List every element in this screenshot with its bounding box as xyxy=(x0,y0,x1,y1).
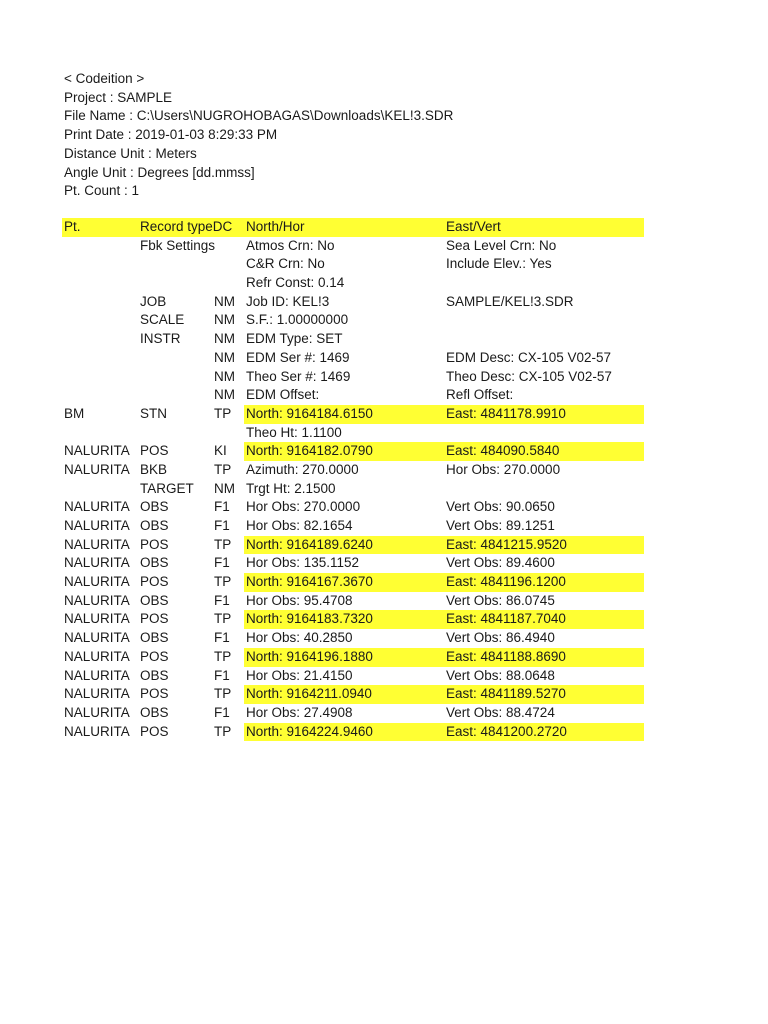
dc-code-cell: TP xyxy=(214,574,232,590)
table-row xyxy=(62,723,644,742)
north-hor-cell: Azimuth: 270.0000 xyxy=(246,461,359,477)
dc-code-cell: TP xyxy=(214,723,232,739)
north-hor-cell: Theo Ht: 1.1100 xyxy=(246,424,342,440)
north-hor-cell: North: 9164196.1880 xyxy=(244,648,444,667)
north-hor-cell: North: 9164184.6150 xyxy=(244,405,444,424)
table-row xyxy=(62,311,644,330)
record-type-cell xyxy=(138,386,212,405)
north-hor-cell: Hor Obs: 40.2850 xyxy=(246,630,353,646)
dc-code-cell: TP xyxy=(214,611,232,627)
print-date-line: Print Date : 2019-01-03 8:29:33 PM xyxy=(64,127,278,143)
point-name-cell: BM xyxy=(64,405,85,421)
north-hor-cell: C&R Crn: No xyxy=(246,256,325,272)
north-hor-cell: Trgt Ht: 2.1500 xyxy=(246,480,336,496)
east-vert-cell: East: 4841196.1200 xyxy=(444,573,644,592)
table-row xyxy=(62,330,644,349)
record-type-cell: JOB xyxy=(140,293,167,309)
record-type-cell: Fbk Settings xyxy=(140,237,216,253)
east-vert-cell: EDM Desc: CX-105 V02-57 xyxy=(446,349,612,365)
table-row xyxy=(62,293,644,312)
north-hor-cell: North: 9164211.0940 xyxy=(244,685,444,704)
east-vert-cell: Vert Obs: 89.1251 xyxy=(446,518,555,533)
east-vert-cell: Refl Offset: xyxy=(446,387,514,403)
east-vert-cell xyxy=(444,480,644,499)
record-type-cell: POS xyxy=(140,574,169,590)
east-vert-cell: Vert Obs: 88.4724 xyxy=(446,704,555,720)
column-header-north-hor: North/Hor xyxy=(246,219,305,234)
north-hor-cell: North: 9164183.7320 xyxy=(244,610,444,629)
dc-code-cell: TP xyxy=(214,686,232,702)
point-name-cell: NALURITA xyxy=(64,723,130,739)
table-row xyxy=(62,536,644,555)
column-header-east-vert: East/Vert xyxy=(446,219,501,234)
column-header-pt: Pt. xyxy=(64,219,81,234)
record-type-cell: STN xyxy=(140,405,167,421)
table-row xyxy=(62,554,644,573)
east-vert-cell: East: 4841188.8690 xyxy=(444,648,644,667)
east-vert-cell: East: 4841178.9910 xyxy=(444,405,644,424)
dc-code-cell: F1 xyxy=(214,592,230,608)
north-hor-cell: North: 9164189.6240 xyxy=(244,536,444,555)
point-name-cell: NALURITA xyxy=(64,704,130,720)
pt-count-line: Pt. Count : 1 xyxy=(64,183,140,199)
table-row xyxy=(62,442,644,461)
record-type-cell: OBS xyxy=(140,555,169,571)
point-name-cell xyxy=(62,274,138,293)
north-hor-cell: S.F.: 1.00000000 xyxy=(246,312,349,328)
record-type-cell: BKB xyxy=(140,461,168,477)
north-hor-cell: North: 9164224.9460 xyxy=(244,723,444,742)
table-row xyxy=(62,274,644,293)
distance-unit-line: Distance Unit : Meters xyxy=(64,145,197,161)
record-type-cell: OBS xyxy=(140,499,169,515)
table-row xyxy=(62,592,644,611)
dc-code-cell: F1 xyxy=(214,499,230,515)
east-vert-cell: Vert Obs: 90.0650 xyxy=(446,499,555,515)
point-name-cell: NALURITA xyxy=(64,592,130,608)
record-type-cell: POS xyxy=(140,611,169,627)
table-row xyxy=(62,573,644,592)
point-name-cell xyxy=(62,330,138,349)
north-hor-cell: Theo Ser #: 1469 xyxy=(246,368,351,384)
table-header-row xyxy=(62,218,644,237)
record-type-cell xyxy=(138,424,212,443)
point-name-cell: NALURITA xyxy=(64,536,130,552)
point-name-cell xyxy=(62,237,138,256)
point-name-cell xyxy=(62,480,138,499)
north-hor-cell: Job ID: KEL!3 xyxy=(246,293,330,309)
east-vert-cell: Theo Desc: CX-105 V02-57 xyxy=(446,368,612,384)
record-type-cell: OBS xyxy=(140,630,169,646)
north-hor-cell: EDM Ser #: 1469 xyxy=(246,349,350,365)
point-name-cell xyxy=(62,255,138,274)
dc-code-cell: NM xyxy=(214,349,235,365)
dc-code-cell xyxy=(212,255,244,274)
angle-unit-line: Angle Unit : Degrees [dd.mmss] xyxy=(64,164,255,180)
dc-code-cell: F1 xyxy=(214,630,230,646)
record-type-cell xyxy=(138,274,212,293)
point-name-cell xyxy=(62,293,138,312)
table-row xyxy=(62,349,644,368)
record-type-cell: POS xyxy=(140,648,169,664)
record-type-cell: POS xyxy=(140,723,169,739)
dc-code-cell: TP xyxy=(214,405,232,421)
point-name-cell: NALURITA xyxy=(64,461,130,477)
table-row xyxy=(62,498,644,517)
north-hor-cell: Hor Obs: 27.4908 xyxy=(246,704,353,720)
north-hor-cell: North: 9164167.3670 xyxy=(244,573,444,592)
records-table xyxy=(62,218,644,741)
north-hor-cell: Hor Obs: 135.1152 xyxy=(246,555,360,571)
table-row xyxy=(62,405,644,424)
table-row xyxy=(62,237,644,256)
east-vert-cell: East: 484090.5840 xyxy=(444,442,644,461)
table-row xyxy=(62,610,644,629)
report-title: < Codeition > xyxy=(64,71,145,86)
dc-code-cell: NM xyxy=(214,387,235,403)
point-name-cell xyxy=(62,368,138,387)
dc-code-cell: F1 xyxy=(214,555,230,571)
record-type-cell: POS xyxy=(140,536,169,552)
east-vert-cell xyxy=(444,311,644,330)
east-vert-cell xyxy=(444,424,644,443)
point-name-cell: NALURITA xyxy=(64,648,130,664)
table-row xyxy=(62,461,644,480)
east-vert-cell: East: 4841200.2720 xyxy=(444,723,644,742)
east-vert-cell: Vert Obs: 86.0745 xyxy=(446,592,555,608)
record-type-cell: INSTR xyxy=(140,331,181,347)
point-name-cell xyxy=(62,311,138,330)
point-name-cell: NALURITA xyxy=(64,667,130,683)
east-vert-cell: East: 4841215.9520 xyxy=(444,536,644,555)
dc-code-cell xyxy=(212,274,244,293)
record-type-cell: OBS xyxy=(140,704,169,720)
column-header-record-type: Record typeDC xyxy=(140,219,233,234)
record-type-cell: OBS xyxy=(140,667,169,683)
table-row xyxy=(62,368,644,387)
east-vert-cell: Vert Obs: 86.4940 xyxy=(446,630,555,646)
record-type-cell: OBS xyxy=(140,518,169,533)
record-type-cell: OBS xyxy=(140,592,169,608)
project-line: Project : SAMPLE xyxy=(64,89,173,105)
table-body xyxy=(62,237,644,742)
table-row xyxy=(62,667,644,686)
north-hor-cell: Atmos Crn: No xyxy=(246,237,335,253)
east-vert-cell: East: 4841189.5270 xyxy=(444,685,644,704)
east-vert-cell: Include Elev.: Yes xyxy=(446,256,552,272)
point-name-cell xyxy=(62,349,138,368)
point-name-cell xyxy=(62,424,138,443)
table-row xyxy=(62,648,644,667)
point-name-cell: NALURITA xyxy=(64,574,130,590)
dc-code-cell xyxy=(212,237,244,256)
record-type-cell: POS xyxy=(140,686,169,702)
east-vert-cell: East: 4841187.7040 xyxy=(444,610,644,629)
east-vert-cell xyxy=(444,330,644,349)
record-type-cell: TARGET xyxy=(140,480,194,496)
table-row xyxy=(62,480,644,499)
dc-code-cell xyxy=(212,424,244,443)
dc-code-cell: F1 xyxy=(214,704,230,720)
point-name-cell: NALURITA xyxy=(64,518,130,533)
table-row xyxy=(62,386,644,405)
record-type-cell xyxy=(138,255,212,274)
north-hor-cell: North: 9164182.0790 xyxy=(244,442,444,461)
north-hor-cell: Hor Obs: 95.4708 xyxy=(246,592,353,608)
table-row xyxy=(62,424,644,443)
east-vert-cell: SAMPLE/KEL!3.SDR xyxy=(446,293,574,309)
point-name-cell: NALURITA xyxy=(64,630,130,646)
east-vert-cell xyxy=(444,274,644,293)
north-hor-cell: Hor Obs: 21.4150 xyxy=(246,667,353,683)
dc-code-cell: NM xyxy=(214,480,235,496)
table-row xyxy=(62,517,644,536)
dc-code-cell: KI xyxy=(214,443,227,459)
dc-code-cell: F1 xyxy=(214,667,230,683)
point-name-cell: NALURITA xyxy=(64,611,130,627)
point-name-cell xyxy=(62,386,138,405)
record-type-cell: POS xyxy=(140,443,169,459)
dc-code-cell: TP xyxy=(214,536,232,552)
point-name-cell: NALURITA xyxy=(64,555,130,571)
table-row xyxy=(62,629,644,648)
dc-code-cell: NM xyxy=(214,368,235,384)
file-name-line: File Name : C:\Users\NUGROHOBAGAS\Downloads\KEL!3.SDR xyxy=(64,108,454,124)
east-vert-cell: Hor Obs: 270.0000 xyxy=(446,461,561,477)
dc-code-cell: NM xyxy=(214,293,235,309)
east-vert-cell: Sea Level Crn: No xyxy=(446,237,557,253)
east-vert-cell: Vert Obs: 88.0648 xyxy=(446,667,555,683)
dc-code-cell: TP xyxy=(214,648,232,664)
record-type-cell xyxy=(138,349,212,368)
north-hor-cell: Hor Obs: 82.1654 xyxy=(246,518,353,533)
record-type-cell xyxy=(138,368,212,387)
point-name-cell: NALURITA xyxy=(64,499,130,515)
record-type-cell: SCALE xyxy=(140,312,185,328)
dc-code-cell: NM xyxy=(214,312,235,328)
table-row xyxy=(62,685,644,704)
table-row xyxy=(62,255,644,274)
report-header xyxy=(64,70,453,201)
north-hor-cell: Refr Const: 0.14 xyxy=(246,275,345,291)
point-name-cell: NALURITA xyxy=(64,686,130,702)
north-hor-cell: EDM Offset: xyxy=(246,387,320,403)
point-name-cell: NALURITA xyxy=(64,443,130,459)
east-vert-cell: Vert Obs: 89.4600 xyxy=(446,555,555,571)
north-hor-cell: EDM Type: SET xyxy=(246,331,343,347)
north-hor-cell: Hor Obs: 270.0000 xyxy=(246,499,361,515)
dc-code-cell: NM xyxy=(214,331,235,347)
dc-code-cell: TP xyxy=(214,461,232,477)
table-row xyxy=(62,704,644,723)
dc-code-cell: F1 xyxy=(214,518,230,533)
